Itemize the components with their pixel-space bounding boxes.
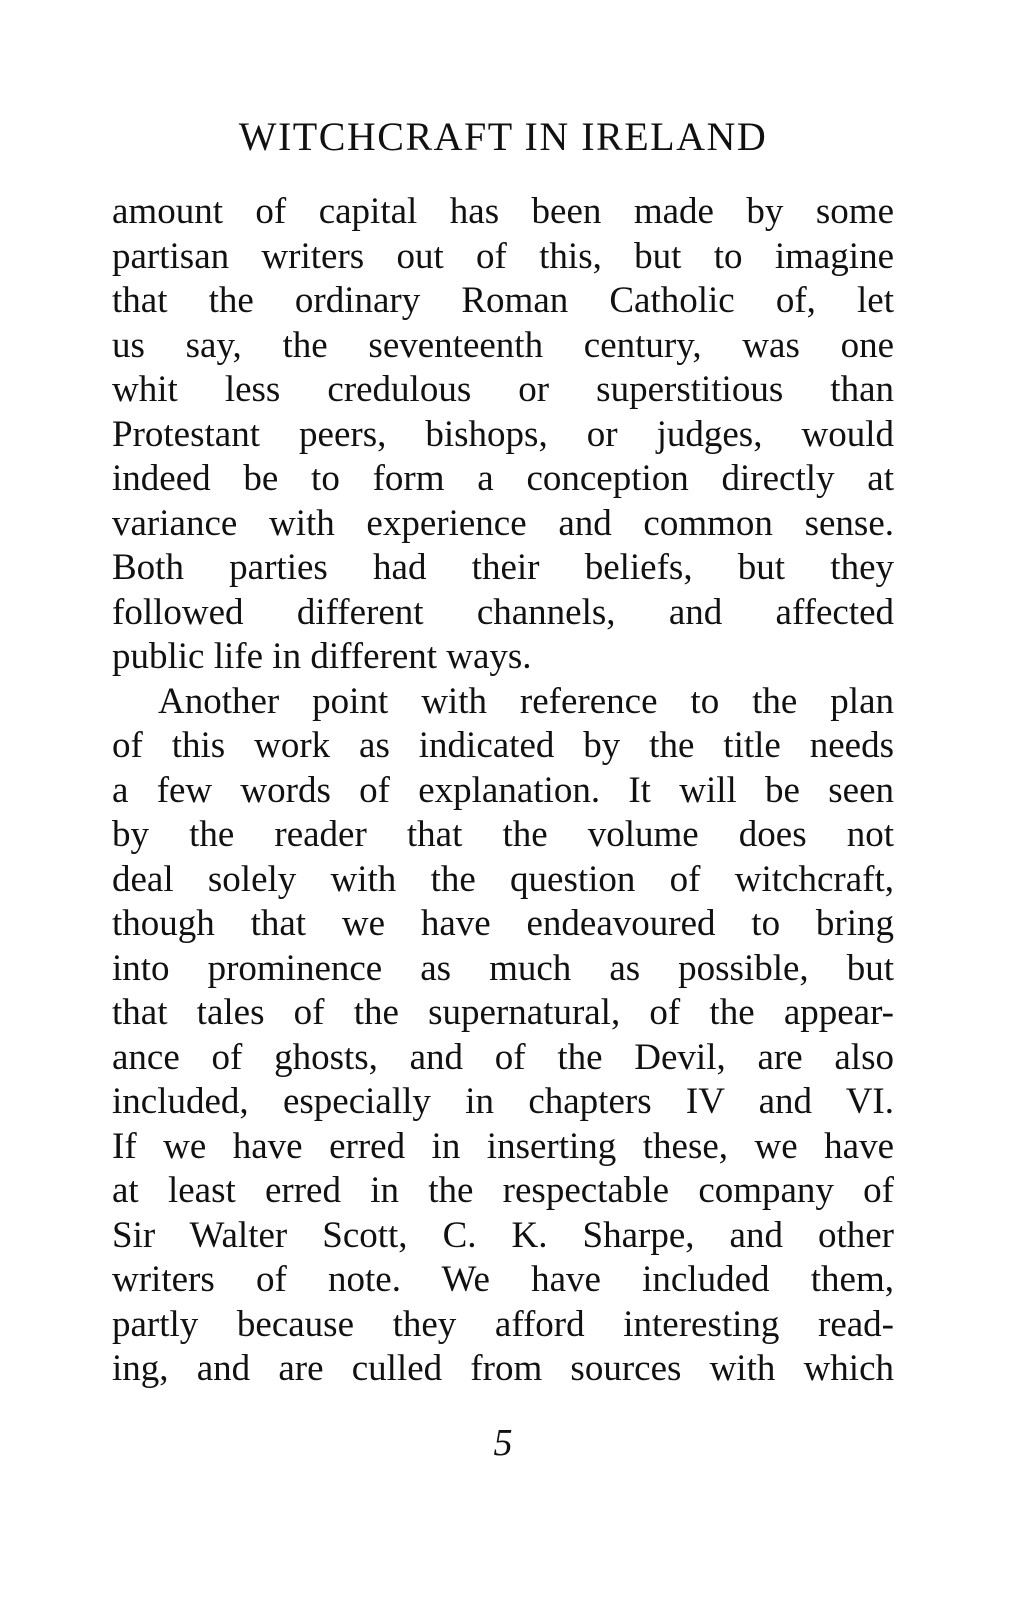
text-line: that the ordinary Roman Catholic of, let [112,280,894,321]
text-line: followed different channels, and affected [112,591,894,633]
text-line: included, especially in chapters IV and VI. [112,1081,894,1122]
text-line: ance of ghosts, and of the Devil, are also [112,1036,894,1078]
text-line: though that we have endeavoured to bring [112,903,894,944]
text-line: Sir Walter Scott, C. K. Sharpe, and other [112,1214,894,1256]
text-line: a few words of explanation. It will be seen [112,769,894,811]
text-line: amount of capital has been made by some [112,191,894,232]
text-line: variance with experience and common sense. [112,502,894,544]
text-line: us say, the seventeenth century, was one [112,324,894,366]
book-page [112,0,894,1600]
text-line: by the reader that the volume does not [112,814,894,855]
text-line: partly because they afford interesting read- [112,1303,894,1345]
text-line: that tales of the supernatural, of the appear- [112,992,894,1033]
text-line: into prominence as much as possible, but [112,947,894,989]
text-line: writers of note. We have included them, [112,1259,894,1300]
text-line: partisan writers out of this, but to imagine [112,235,894,277]
text-line: of this work as indicated by the title needs [112,725,894,766]
text-line: deal solely with the question of witchcraft, [112,858,894,900]
running-head: WITCHCRAFT IN IRELAND [238,114,768,159]
text-line: public life in different ways. [112,636,532,677]
text-line: whit less credulous or superstitious than [112,369,894,410]
text-line: If we have erred in inserting these, we have [112,1125,894,1167]
page-number: 5 [493,1422,513,1464]
text-line: Both parties had their beliefs, but they [112,547,894,588]
body-text [112,190,894,1392]
text-line: Another point with reference to the plan [158,680,894,722]
text-line: ing, and are culled from sources with which [112,1348,894,1389]
text-line: at least erred in the respectable company of [112,1170,894,1211]
text-line: Protestant peers, bishops, or judges, would [112,413,894,455]
text-line: indeed be to form a conception directly at [112,458,894,499]
